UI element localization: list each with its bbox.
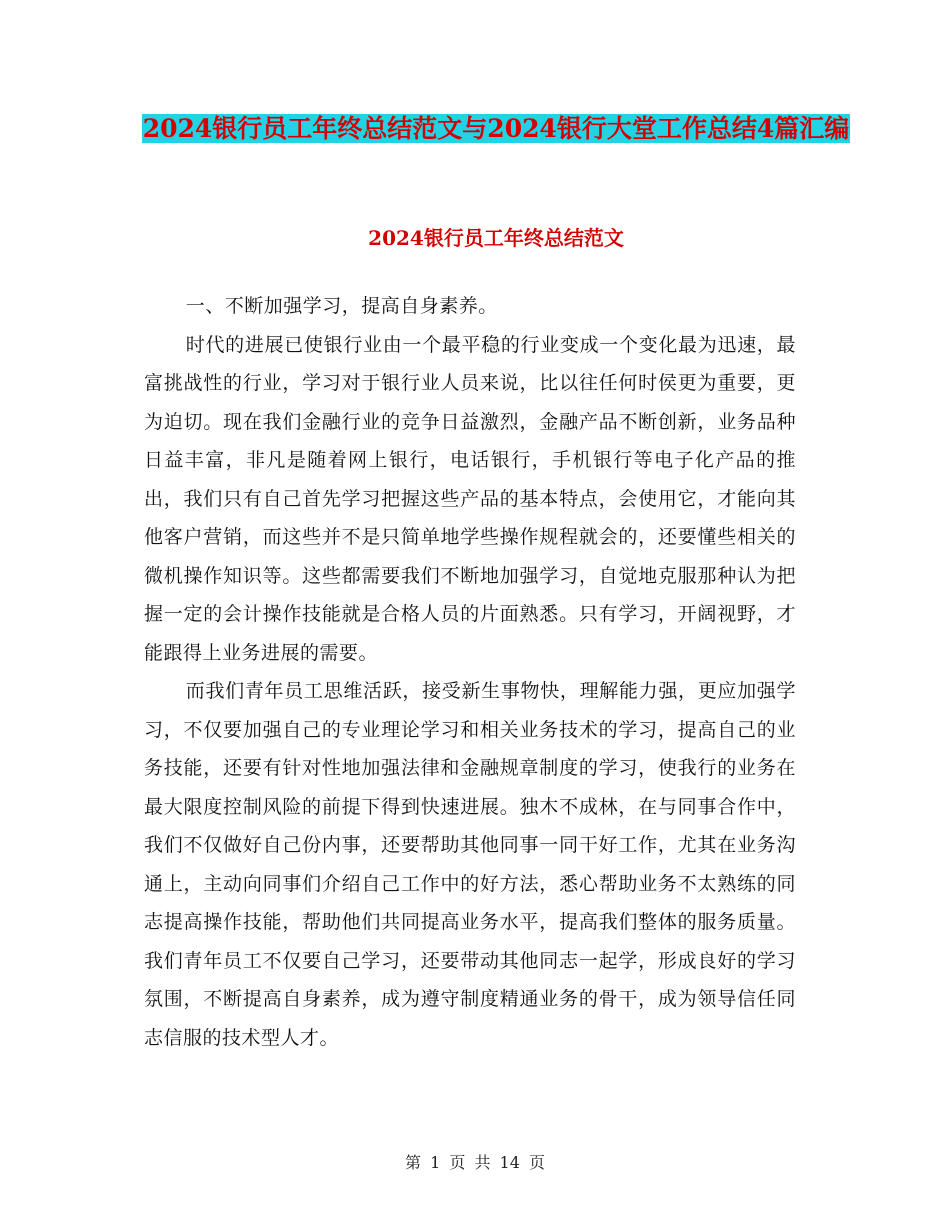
document-body	[144, 287, 796, 1057]
page-number-footer: 第 1 页 共 14 页	[405, 1153, 545, 1172]
paragraph: 而我们青年员工思维活跃，接受新生事物快，理解能力强，更应加强学习，不仅要加强自己的专业理论学习和相关业务技术的学习，提高自己的业务技能，还要有针对性地加强法律和金融规章制度的学习，使我行的业务在最大限度控制风险的前提下得到快速进展。独木不成林，在与同事合作中，我们不仅做好自己份内事，还要帮助其他同事一同干好工作，尤其在业务沟通上，主动向同事们介绍自己工作中的好方法，悉心帮助业务不太熟练的同志提高操作技能，帮助他们共同提高业务水平，提高我们整体的服务质量。我们青年员工不仅要自己学习，还要带动其他同志一起学，形成良好的学习氛围，不断提高自身素养，成为遵守制度精通业务的骨干，成为领导信任同志信服的技术型人才。	[144, 680, 796, 1049]
document-title	[140, 108, 852, 150]
document-title-text: 2024银行员工年终总结范文与2024银行大堂工作总结4篇汇编	[142, 114, 850, 143]
paragraph-subheading: 一、不断加强学习，提高自身素养。	[185, 295, 498, 317]
paragraph: 时代的进展已使银行业由一个最平稳的行业变成一个变化最为迅速，最富挑战性的行业，学习对于银行业人员来说，比以往任何时侯更为重要，更为迫切。现在我们金融行业的竞争日益激烈，金融产品不断创新，业务品种日益丰富，非凡是随着网上银行，电话银行，手机银行等电子化产品的推出，我们只有自己首先学习把握这些产品的基本特点，会使用它，才能向其他客户营销，而这些并不是只简单地学些操作规程就会的，还要懂些相关的微机操作知识等。这些都需要我们不断地加强学习，自觉地克服那种认为把握一定的会计操作技能就是合格人员的片面熟悉。只有学习，开阔视野，才能跟得上业务进展的需要。	[144, 333, 796, 664]
section-heading: 2024银行员工年终总结范文	[368, 226, 624, 250]
